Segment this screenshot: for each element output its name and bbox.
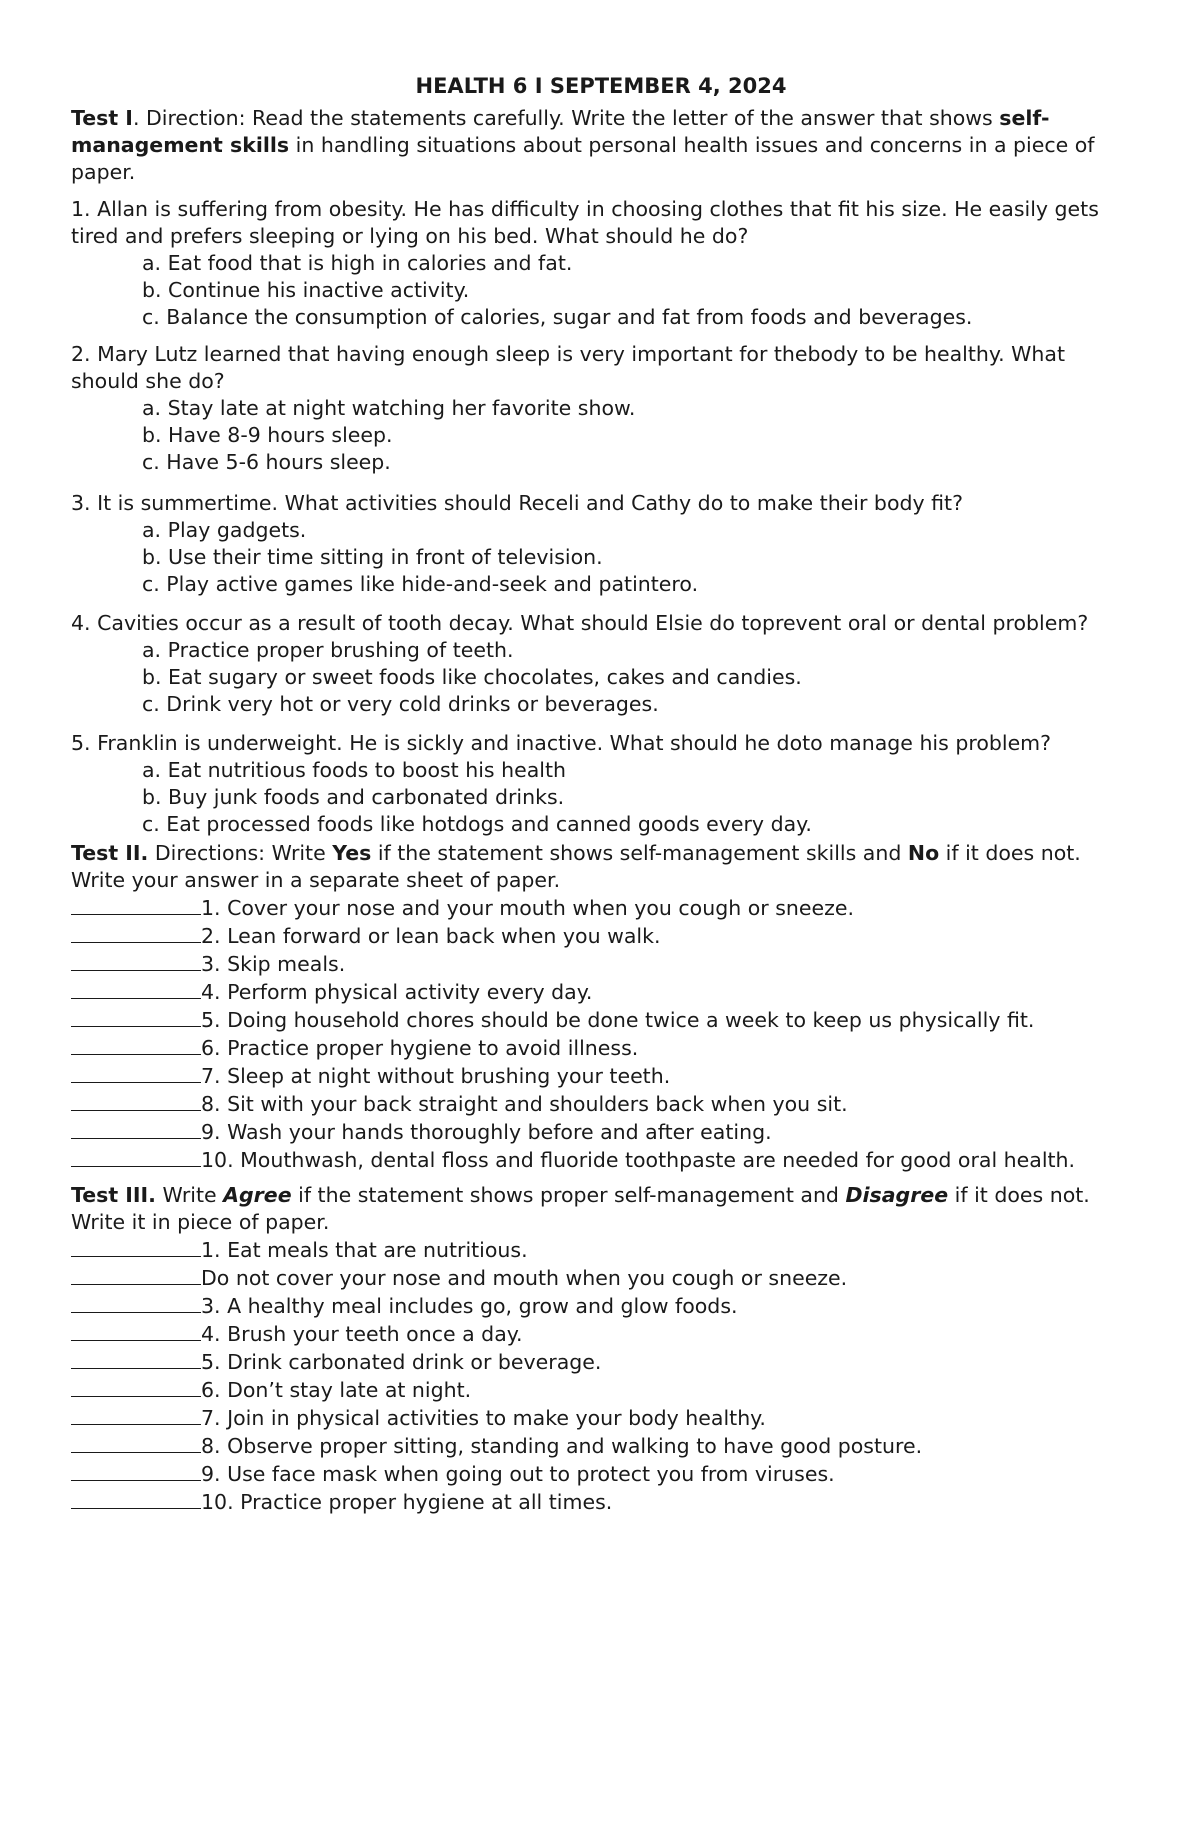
list-item	[71, 1348, 1131, 1376]
answer-blank[interactable]	[71, 894, 201, 915]
test-3-label: Test III.	[71, 1183, 156, 1207]
question-text: 3. It is summertime. What activities should Receli and Cathy do to make their body fit?	[71, 491, 963, 515]
choice-c: c. Drink very hot or very cold drinks or beverages.	[142, 692, 659, 716]
choice-c: c. Balance the consumption of calories, sugar and fat from foods and beverages.	[142, 305, 973, 329]
choice-list	[71, 637, 1131, 718]
choice-a: a. Play gadgets.	[142, 518, 307, 542]
item-text: 8. Sit with your back straight and shoulders back when you sit.	[201, 1092, 848, 1116]
answer-blank[interactable]	[71, 922, 201, 943]
list-item	[71, 894, 1131, 922]
test-2-dir-c: if it does not. Write your answer in a separate sheet of paper.	[71, 841, 1081, 892]
list-item	[71, 1264, 1131, 1292]
choice-a: a. Stay late at night watching her favorite show.	[142, 396, 636, 420]
answer-blank[interactable]	[71, 1348, 201, 1369]
test-1-label: Test I	[71, 106, 133, 130]
test-1-dir-post: in handling situations about personal health issues and concerns in a piece of paper.	[71, 133, 1095, 184]
answer-blank[interactable]	[71, 950, 201, 971]
question-text: 1. Allan is suffering from obesity. He has difficulty in choosing clothes that fit his size. He easily gets tired and prefers sleeping or lying on his bed. What should he do?	[71, 197, 1099, 248]
test-2-label: Test II.	[71, 841, 149, 865]
choice-b: b. Continue his inactive activity.	[142, 278, 470, 302]
answer-blank[interactable]	[71, 1404, 201, 1425]
test-2-section	[71, 840, 1131, 1174]
test-3-items	[71, 1236, 1131, 1516]
item-text: 5. Doing household chores should be done twice a week to keep us physically fit.	[201, 1008, 1035, 1032]
item-text: Do not cover your nose and mouth when you cough or sneeze.	[201, 1266, 848, 1290]
test-3-directions	[71, 1182, 1131, 1236]
item-text: 6. Practice proper hygiene to avoid illness.	[201, 1036, 639, 1060]
answer-blank[interactable]	[71, 1320, 201, 1341]
item-text: 4. Perform physical activity every day.	[201, 980, 593, 1004]
list-item	[71, 1432, 1131, 1460]
answer-blank[interactable]	[71, 1236, 201, 1257]
test-3-dir-a: Write	[155, 1183, 224, 1207]
list-item	[71, 978, 1131, 1006]
question-1	[71, 196, 1131, 331]
test-1-section	[71, 105, 1131, 838]
choice-b: b. Eat sugary or sweet foods like chocolates, cakes and candies.	[142, 665, 802, 689]
choice-a: a. Eat nutritious foods to boost his health	[142, 758, 566, 782]
answer-blank[interactable]	[71, 1264, 201, 1285]
answer-blank[interactable]	[71, 1460, 201, 1481]
agree-keyword: Agree	[223, 1183, 292, 1207]
answer-blank[interactable]	[71, 1488, 201, 1509]
item-text: 10. Practice proper hygiene at all times.	[201, 1490, 613, 1514]
choice-list	[71, 517, 1131, 598]
yes-keyword: Yes	[332, 841, 372, 865]
item-text: 3. Skip meals.	[201, 952, 346, 976]
choice-b: b. Use their time sitting in front of television.	[142, 545, 603, 569]
test-3-dir-b: if the statement shows proper self-management and	[291, 1183, 846, 1207]
answer-blank[interactable]	[71, 1146, 201, 1167]
list-item	[71, 1006, 1131, 1034]
list-item	[71, 1090, 1131, 1118]
item-text: 4. Brush your teeth once a day.	[201, 1322, 523, 1346]
answer-blank[interactable]	[71, 1118, 201, 1139]
choice-list	[71, 395, 1131, 476]
page-title: HEALTH 6 I SEPTEMBER 4, 2024	[415, 74, 787, 98]
answer-blank[interactable]	[71, 1090, 201, 1111]
question-text: 2. Mary Lutz learned that having enough sleep is very important for thebody to be healthy. What should she do?	[71, 342, 1065, 393]
list-item	[71, 1376, 1131, 1404]
answer-blank[interactable]	[71, 1034, 201, 1055]
answer-blank[interactable]	[71, 1006, 201, 1027]
item-text: 1. Cover your nose and your mouth when you cough or sneeze.	[201, 896, 854, 920]
item-text: 9. Wash your hands thoroughly before and after eating.	[201, 1120, 772, 1144]
list-item	[71, 1034, 1131, 1062]
test-1-directions	[71, 105, 1131, 186]
item-text: 9. Use face mask when going out to protect you from viruses.	[201, 1462, 835, 1486]
test-2-dir-a: Directions: Write	[148, 841, 333, 865]
choice-c: c. Eat processed foods like hotdogs and canned goods every day.	[142, 812, 812, 836]
list-item	[71, 950, 1131, 978]
item-text: 3. A healthy meal includes go, grow and glow foods.	[201, 1294, 738, 1318]
item-text: 1. Eat meals that are nutritious.	[201, 1238, 528, 1262]
item-text: 5. Drink carbonated drink or beverage.	[201, 1350, 602, 1374]
item-text: 6. Don’t stay late at night.	[201, 1378, 472, 1402]
answer-blank[interactable]	[71, 1292, 201, 1313]
item-text: 10. Mouthwash, dental floss and fluoride toothpaste are needed for good oral health.	[201, 1148, 1076, 1172]
list-item	[71, 1062, 1131, 1090]
question-4	[71, 610, 1131, 718]
item-text: 7. Sleep at night without brushing your teeth.	[201, 1064, 671, 1088]
test-3-dir-c: if it does not. Write it in piece of paper.	[71, 1183, 1090, 1234]
question-3	[71, 490, 1131, 598]
list-item	[71, 1488, 1131, 1516]
question-2	[71, 341, 1131, 476]
choice-c: c. Play active games like hide-and-seek and patintero.	[142, 572, 699, 596]
choice-list	[71, 250, 1131, 331]
choice-c: c. Have 5-6 hours sleep.	[142, 450, 391, 474]
test-3-section	[71, 1182, 1131, 1516]
test-2-dir-b: if the statement shows self-management skills and	[371, 841, 908, 865]
question-text: 5. Franklin is underweight. He is sickly and inactive. What should he doto manage his problem?	[71, 731, 1052, 755]
answer-blank[interactable]	[71, 1062, 201, 1083]
test-2-items	[71, 894, 1131, 1174]
choice-a: a. Practice proper brushing of teeth.	[142, 638, 514, 662]
answer-blank[interactable]	[71, 978, 201, 999]
test-2-directions	[71, 840, 1131, 894]
list-item	[71, 1320, 1131, 1348]
item-text: 7. Join in physical activities to make your body healthy.	[201, 1406, 766, 1430]
list-item	[71, 1404, 1131, 1432]
choice-a: a. Eat food that is high in calories and fat.	[142, 251, 573, 275]
list-item	[71, 1118, 1131, 1146]
no-keyword: No	[907, 841, 940, 865]
choice-b: b. Have 8-9 hours sleep.	[142, 423, 393, 447]
question-text: 4. Cavities occur as a result of tooth decay. What should Elsie do toprevent oral or dental problem?	[71, 611, 1089, 635]
list-item	[71, 1460, 1131, 1488]
question-5	[71, 730, 1131, 838]
choice-b: b. Buy junk foods and carbonated drinks.	[142, 785, 565, 809]
list-item	[71, 1292, 1131, 1320]
disagree-keyword: Disagree	[845, 1183, 949, 1207]
test-1-dir-pre: . Direction: Read the statements carefully. Write the letter of the answer that shows	[132, 106, 1000, 130]
list-item	[71, 922, 1131, 950]
answer-blank[interactable]	[71, 1376, 201, 1397]
item-text: 2. Lean forward or lean back when you walk.	[201, 924, 661, 948]
answer-blank[interactable]	[71, 1432, 201, 1453]
test-1-dir-bold: self-management skills	[71, 106, 1050, 157]
list-item	[71, 1236, 1131, 1264]
choice-list	[71, 757, 1131, 838]
list-item	[71, 1146, 1131, 1174]
worksheet-content	[71, 71, 1131, 1516]
item-text: 8. Observe proper sitting, standing and walking to have good posture.	[201, 1434, 923, 1458]
